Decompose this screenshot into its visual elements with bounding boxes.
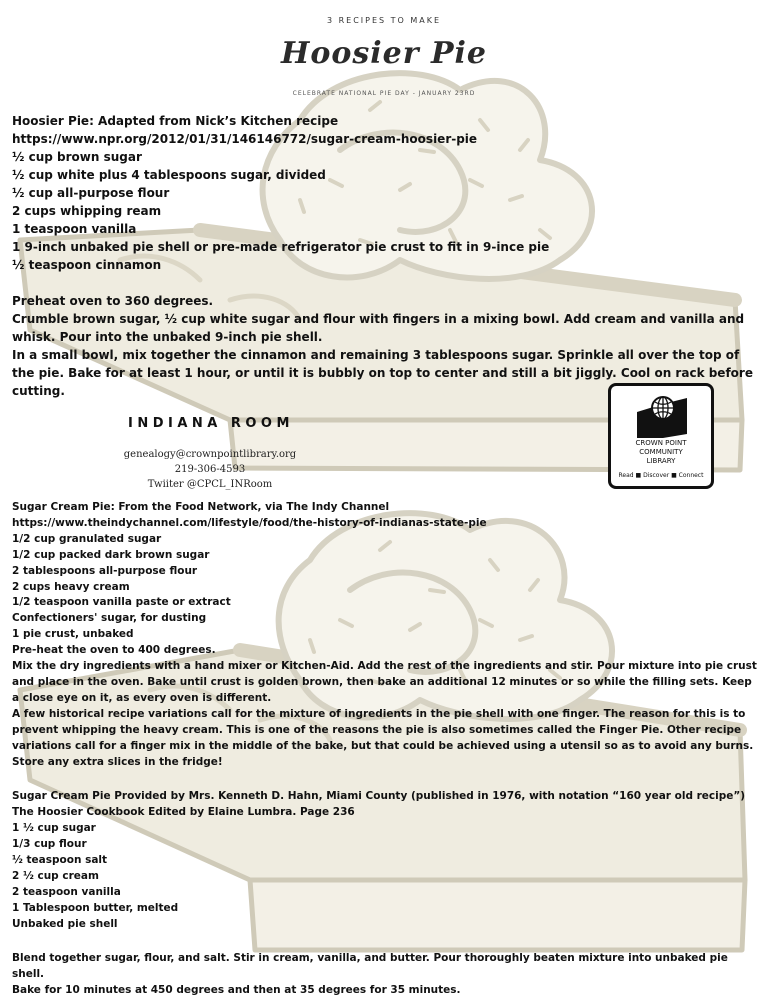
ingredient-line: 1/2 cup packed dark brown sugar: [12, 548, 210, 561]
spacer: [12, 932, 762, 950]
library-tagline: Read ■ Discover ■ Connect: [618, 472, 704, 479]
recipe-source-link[interactable]: https://www.npr.org/2012/01/31/146146772/sugar-cream-hoosier-pie: [12, 132, 478, 146]
ingredient-line: 1 Tablespoon butter, melted: [12, 902, 179, 914]
recipe-source: The Hoosier Cookbook Edited by Elaine Lumbra. Page 236: [12, 806, 355, 818]
instruction-step: Blend together sugar, flour, and salt. Stir in cream, vanilla, and butter. Pour thoroughly beaten mixture into unbaked pie shell.: [12, 952, 728, 980]
ingredient-line: Confectioners' sugar, for dusting: [12, 612, 207, 625]
instruction-step: Preheat oven to 360 degrees.: [12, 294, 214, 308]
instruction-step: Mix the dry ingredients with a hand mixer or Kitchen-Aid. Add the rest of the ingredients and stir. Pour mixture into pie crust and place in the oven. Bake until crust is golden brown, then bake an additional 12 minutes or so while the filling sets. Keep a close eye on it, as every oven is different.: [12, 660, 757, 704]
instruction-step: Pre-heat the oven to 400 degrees.: [12, 644, 216, 657]
library-logo: [608, 383, 714, 489]
contact-email[interactable]: genealogy@crownpointlibrary.org: [123, 449, 297, 460]
ingredient-line: 1 ½ cup sugar: [12, 822, 96, 834]
instruction-step: Bake for 10 minutes at 450 degrees and then at 35 degrees for 35 minutes.: [12, 984, 461, 996]
instruction-step: Crumble brown sugar, ½ cup white sugar and flour with fingers in a mixing bowl. Add cream and vanilla and whisk. Pour into the unbaked 9-inch pie shell.: [12, 312, 745, 344]
ingredient-line: ½ teaspoon cinnamon: [12, 258, 162, 272]
ingredient-line: 1 pie crust, unbaked: [12, 628, 134, 641]
ingredient-line: ½ cup white plus 4 tablespoons sugar, divided: [12, 168, 326, 182]
ingredient-line: 1/2 cup granulated sugar: [12, 532, 162, 545]
contact-twitter[interactable]: Twiiter @CPCL_INRoom: [147, 479, 273, 490]
recipe-hoosier-pie: [12, 112, 762, 400]
contact-phone: 219-306-4593: [174, 464, 246, 475]
recipe-sugar-cream-hahn: [12, 788, 762, 998]
header-subtitle: CELEBRATE NATIONAL PIE DAY - JANUARY 23RD: [292, 90, 476, 97]
ingredient-line: ½ teaspoon salt: [12, 854, 108, 866]
ingredient-line: 2 ½ cup cream: [12, 870, 99, 882]
recipe-title: Sugar Cream Pie: From the Food Network, via The Indy Channel: [12, 501, 390, 513]
ingredient-line: 1/2 teaspoon vanilla paste or extract: [12, 596, 231, 609]
ingredient-line: 2 teaspoon vanilla: [12, 886, 121, 898]
recipe-title: Hoosier Pie: Adapted from Nick’s Kitchen recipe: [12, 114, 339, 128]
contact-info: [110, 447, 310, 492]
ingredient-line: 2 cups heavy cream: [12, 580, 130, 593]
ingredient-line: 1 teaspoon vanilla: [12, 222, 137, 236]
ingredient-line: 2 cups whipping ream: [12, 204, 162, 218]
ingredient-line: ½ cup brown sugar: [12, 150, 142, 164]
spacer: [12, 274, 762, 292]
page-title: Hoosier Pie: [280, 36, 488, 71]
instruction-step: In a small bowl, mix together the cinnamon and remaining 3 tablespoons sugar. Sprinkle all over the top of the pie. Bake for at least 1 hour, or until it is bubbly on top to center and still a bit jiggly. Cool on rack before cutting.: [12, 348, 753, 398]
ingredient-line: 1 9-inch unbaked pie shell or pre-made refrigerator pie crust to fit in 9-ince pie: [12, 240, 550, 254]
recipe-sugar-cream-food-network: [12, 500, 762, 770]
recipe-title: Sugar Cream Pie Provided by Mrs. Kenneth D. Hahn, Miami County (published in 1976, with notation “160 year old recipe”): [12, 790, 746, 802]
library-name: CROWN POINT COMMUNITY LIBRARY: [635, 439, 687, 465]
ingredient-line: 1/3 cup flour: [12, 838, 87, 850]
header-kicker: 3 RECIPES TO MAKE: [326, 16, 442, 25]
ingredient-line: Unbaked pie shell: [12, 918, 118, 930]
instruction-step: Store any extra slices in the fridge!: [12, 755, 223, 768]
ingredient-line: 2 tablespoons all-purpose flour: [12, 564, 198, 577]
globe-book-icon: [633, 394, 689, 438]
indiana-room-title: INDIANA ROOM: [128, 416, 294, 431]
recipe-source-link[interactable]: https://www.theindychannel.com/lifestyle/food/the-history-of-indianas-state-pie: [12, 516, 487, 529]
ingredient-line: ½ cup all-purpose flour: [12, 186, 170, 200]
instruction-step: A few historical recipe variations call for the mixture of ingredients in the pie shell with one finger. The reason for this is to prevent whipping the heavy cream. This is one of the reasons the pie is also sometimes called the Finger Pie. Other recipe variations call for a finger mix in the middle of the bake, but that could be achieved using a utensil so as to avoid any burns.: [12, 707, 754, 752]
